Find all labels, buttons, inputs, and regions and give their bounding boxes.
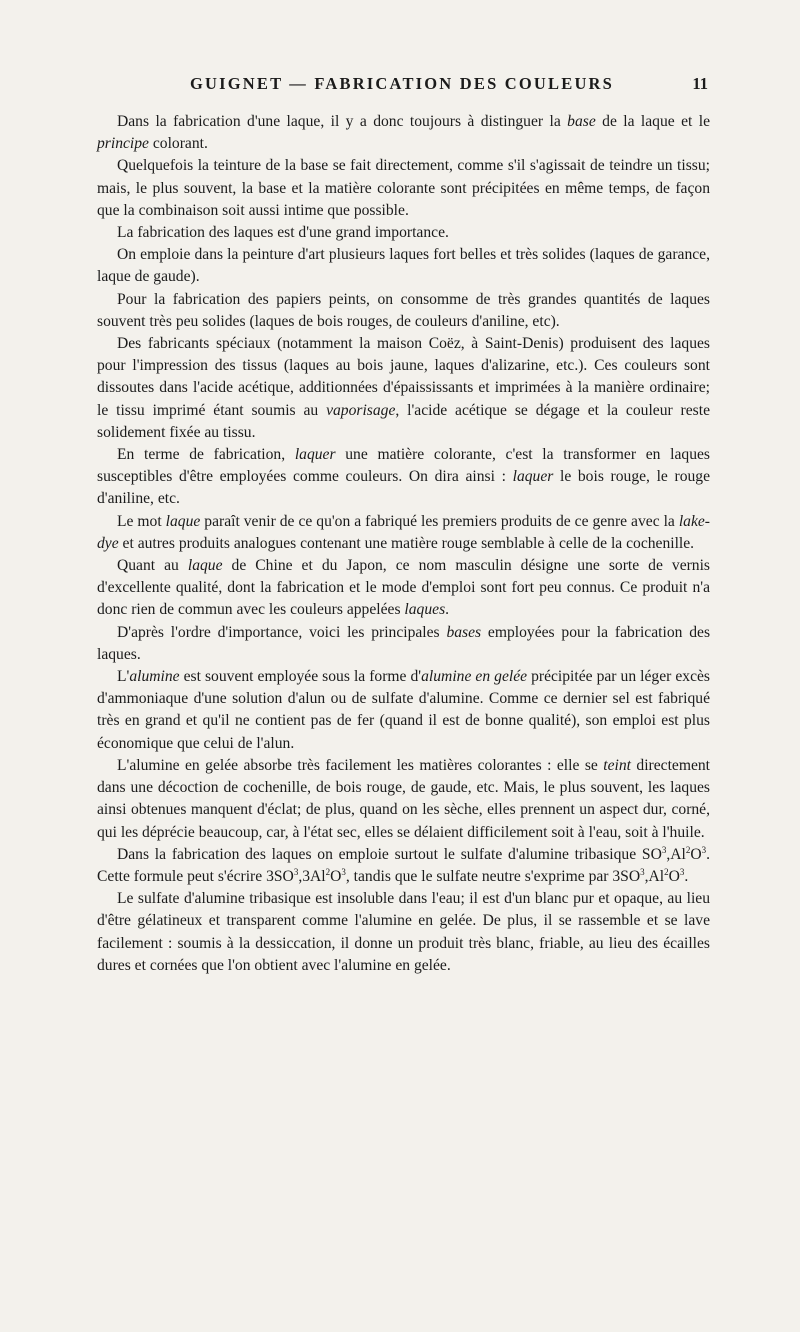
page-number: 11 [692,74,708,93]
body-text [97,111,710,977]
paragraph: Des fabricants spéciaux (notamment la maison Coëz, à Saint-Denis) produisent des laques pour l'impression des tissus (laques au bois jaune, laques d'alizarine, etc.). Ces couleurs sont dissoutes dans l'acide acétique, additionnées d'épaississants et imprimées à la manière ordinaire; le tissu imprimé étant soumis au vaporisage, l'acide acétique se dégage et la couleur reste solidement fixée au tissu. [97,335,710,441]
running-header [96,74,708,98]
paragraph: La fabrication des laques est d'une grand importance. [117,224,449,242]
paragraph: D'après l'ordre d'importance, voici les principales bases employées pour la fabrication des laques. [97,623,711,663]
paragraph: Quant au laque de Chine et du Japon, ce nom masculin désigne une sorte de vernis d'excellente qualité, dont la fabrication et le mode d'emploi sont fort peu connus. Ce produit n'a donc rien de commun avec les couleurs appelées laques. [97,557,710,619]
paragraph: Pour la fabrication des papiers peints, on consomme de très grandes quantités de laques souvent très peu solides (laques de bois rouges, de couleurs d'aniline, etc). [97,290,710,330]
paragraph: Dans la fabrication des laques on emploie surtout le sulfate d'alumine tribasique $SO^3,Al^2O^3$. Cette formule peut s'écrire $3SO^3,3Al^2O^3$, tandis que le sulfate neutre s'exprime par $3SO^3,Al^2O^3$. [97,844,710,885]
running-title: GUIGNET — FABRICATION DES COULEURS [189,74,615,93]
paragraph: L'alumine est souvent employée sous la forme d'alumine en gelée précipitée par un léger excès d'ammoniaque d'une solution d'alun ou de sulfate d'alumine. Comme ce dernier sel est fabriqué très en grand et qu'il ne contient pas de fer (quand il est de bonne qualité), son emploi est plus économique que celui de l'alun. [97,668,710,752]
paragraph: Dans la fabrication d'une laque, il y a donc toujours à distinguer la base de la laque et le principe colorant. [97,113,710,153]
paragraph: Le sulfate d'alumine tribasique est insoluble dans l'eau; il est d'un blanc pur et opaque, au lieu d'être gélatineux et transparent comme l'alumine en gelée. De plus, il se rassemble et se lave facilement : soumis à la dessiccation, il donne un produit très blanc, friable, au lieu des écailles dures et cornées que l'on obtient avec l'alumine en gelée. [97,890,710,974]
paragraph: En terme de fabrication, laquer une matière colorante, c'est la transformer en laques susceptibles d'être employées comme couleurs. On dira ainsi : laquer le bois rouge, le rouge d'aniline, etc. [97,446,711,508]
paragraph: L'alumine en gelée absorbe très facilement les matières colorantes : elle se teint directement dans une décoction de cochenille, de bois rouge, de gaude, etc. Mais, le plus souvent, les laques ainsi obtenues manquent d'éclat; de plus, quand on les sèche, elles prennent un aspect dur, corné, qui les déprécie beaucoup, car, à l'état sec, elles se délaient difficilement soit à l'eau, soit à l'huile. [97,756,711,841]
paragraph: On emploie dans la peinture d'art plusieurs laques fort belles et très solides (laques de garance, laque de gaude). [97,246,710,286]
paragraph: Quelquefois la teinture de la base se fait directement, comme s'il s'agissait de teindre un tissu; mais, le plus souvent, la base et la matière colorante sont précipitées en même temps, de façon que la combinaison soit aussi intime que possible. [97,157,710,219]
paragraph: Le mot laque paraît venir de ce qu'on a fabriqué les premiers produits de ce genre avec la lake-dye et autres produits analogues contenant une matière rouge semblable à celle de la cochenille. [97,512,710,552]
